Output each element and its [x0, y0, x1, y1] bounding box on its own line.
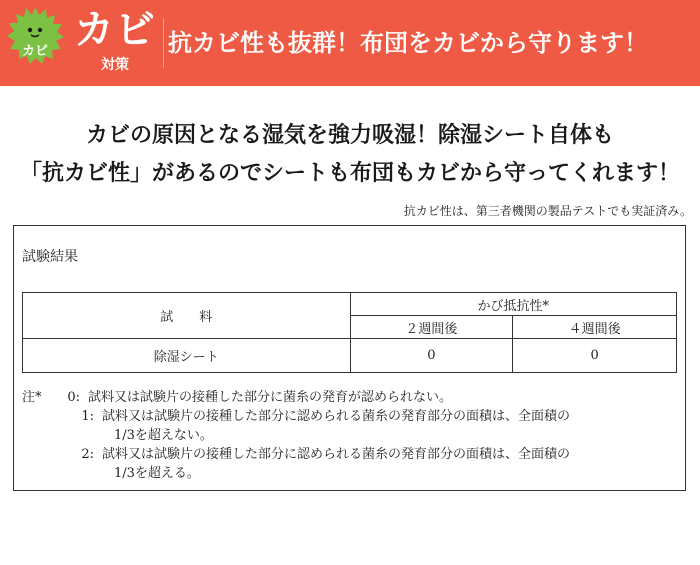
- note-code: 2:: [81, 447, 94, 462]
- table-row: [23, 339, 677, 373]
- note-text-continuation: 1/3を超える。: [114, 466, 200, 481]
- test-result-panel: [13, 225, 686, 491]
- promo-banner: [0, 0, 700, 86]
- report-title: 試験結果: [22, 249, 78, 265]
- note-text: 試料又は試験片の接種した部分に認められる菌糸の発育部分の面積は、全面積の: [102, 447, 571, 462]
- main-message-line-2: 「抗カビ性」があるのでシートも布団もカビから守ってくれます！: [19, 161, 680, 186]
- banner-kabi-title: カビ: [74, 7, 156, 53]
- value-cell-4weeks: 0: [513, 339, 677, 373]
- note-code: 0:: [67, 390, 80, 405]
- resistance-column-header: かび抵抗性*: [350, 293, 677, 316]
- sample-column-header: 試 料: [23, 293, 351, 339]
- note-text-continuation: 1/3を超えない。: [114, 428, 213, 443]
- mold-badge: [6, 6, 64, 64]
- banner-kabi-subtitle: 対策: [101, 57, 129, 73]
- period-header-2weeks: ２週間後: [350, 316, 513, 339]
- value-cell-2weeks: 0: [350, 339, 513, 373]
- note-text: 試料又は試験片の接種した部分に菌糸の発育が認められない。: [88, 390, 453, 405]
- results-table: [22, 292, 677, 373]
- banner-divider: [163, 18, 164, 68]
- period-header-4weeks: ４週間後: [513, 316, 677, 339]
- sample-name-cell: 除湿シート: [23, 339, 351, 373]
- note-text: 試料又は試験片の接種した部分に認められる菌糸の発育部分の面積は、全面積の: [102, 409, 571, 424]
- badge-label: カビ: [21, 44, 48, 59]
- banner-headline: 抗カビ性も抜群！布団をカビから守ります！: [168, 29, 648, 57]
- verification-footnote: 抗カビ性は、第三者機関の製品テストでも実証済み。: [403, 204, 692, 218]
- notes-label: 注*: [22, 390, 42, 405]
- notes-section: [22, 388, 677, 483]
- note-code: 1:: [81, 409, 94, 424]
- main-message-line-1: カビの原因となる湿気を強力吸湿！除湿シート自体も: [85, 123, 614, 148]
